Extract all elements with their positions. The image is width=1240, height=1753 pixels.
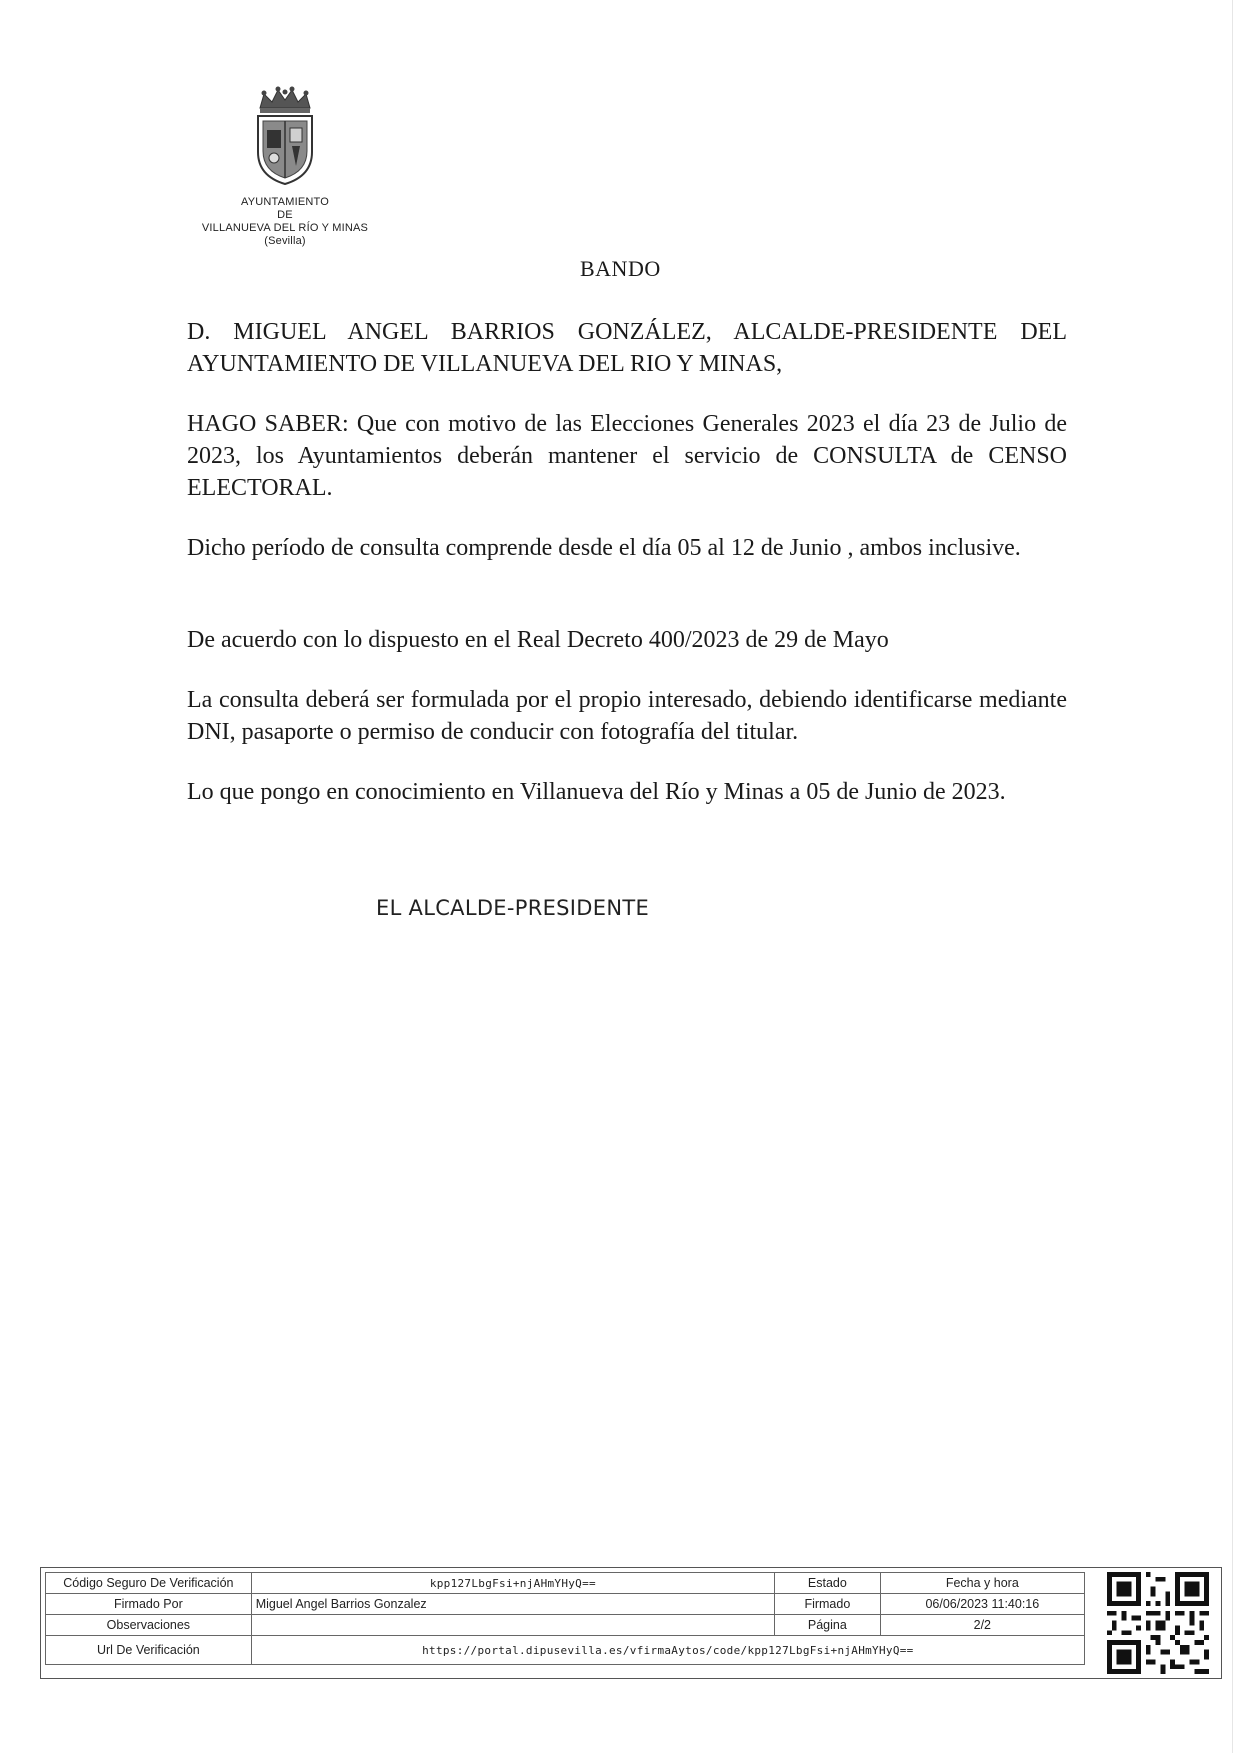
label-observaciones: Observaciones (46, 1615, 252, 1636)
paragraph-closing: Lo que pongo en conocimiento en Villanueva del Río y Minas a 05 de Junio de 2023. (187, 779, 1006, 805)
org-line-2: DE (277, 209, 293, 221)
paragraph-period: Dicho período de consulta comprende desde el día 05 al 12 de Junio , ambos inclusive. (187, 535, 1021, 561)
observaciones-value (251, 1615, 774, 1636)
paragraph-decree: De acuerdo con lo dispuesto en el Real Decreto 400/2023 de 29 de Mayo (187, 627, 889, 653)
status-value: Firmado (775, 1594, 881, 1615)
table-row (46, 1594, 1085, 1615)
organization-name (180, 196, 390, 248)
document-title: BANDO (580, 256, 661, 281)
label-estado: Estado (775, 1573, 881, 1594)
paragraph-identification: La consulta deberá ser formulada por el propio interesado, debiendo identificarse mediante DNI, pasaporte o permiso de conducir con fotografía del titular. (187, 687, 1067, 745)
label-firmado-por: Firmado Por (46, 1594, 252, 1615)
label-url: Url De Verificación (46, 1636, 252, 1665)
org-line-3: VILLANUEVA DEL RÍO Y MINAS (201, 222, 369, 234)
letterhead (180, 86, 390, 248)
org-line-1: AYUNTAMIENTO (241, 196, 329, 208)
org-line-4: (Sevilla) (264, 235, 306, 247)
verification-footer (40, 1567, 1222, 1679)
verification-code: kpp127LbgFsi+njAHmYHyQ== (251, 1573, 774, 1594)
date-value: 06/06/2023 11:40:16 (880, 1594, 1084, 1615)
paragraph-mayor: D. MIGUEL ANGEL BARRIOS GONZÁLEZ, ALCALDE-PRESIDENTE DEL AYUNTAMIENTO DE VILLANUEVA DEL RIO Y MINAS, (187, 319, 1067, 377)
verification-table (45, 1572, 1085, 1665)
table-row (46, 1573, 1085, 1594)
coat-of-arms-icon (250, 86, 320, 186)
qr-code-icon (1107, 1572, 1209, 1674)
label-fecha: Fecha y hora (880, 1573, 1084, 1594)
signature-title: EL ALCALDE-PRESIDENTE (376, 896, 650, 920)
page-value: 2/2 (880, 1615, 1084, 1636)
label-code: Código Seguro De Verificación (46, 1573, 252, 1594)
signer-name: Miguel Angel Barrios Gonzalez (251, 1594, 774, 1615)
label-pagina: Página (775, 1615, 881, 1636)
verification-url[interactable]: https://portal.dipusevilla.es/vfirmaAytos/code/kpp127LbgFsi+njAHmYHyQ== (251, 1636, 1084, 1665)
table-row (46, 1636, 1085, 1665)
page-edge (1232, 0, 1233, 1753)
paragraph-announcement: HAGO SABER: Que con motivo de las Elecciones Generales 2023 el día 23 de Julio de 2023, los Ayuntamientos deberán mantener el servicio de CONSULTA de CENSO ELECTORAL. (187, 411, 1067, 501)
table-row (46, 1615, 1085, 1636)
